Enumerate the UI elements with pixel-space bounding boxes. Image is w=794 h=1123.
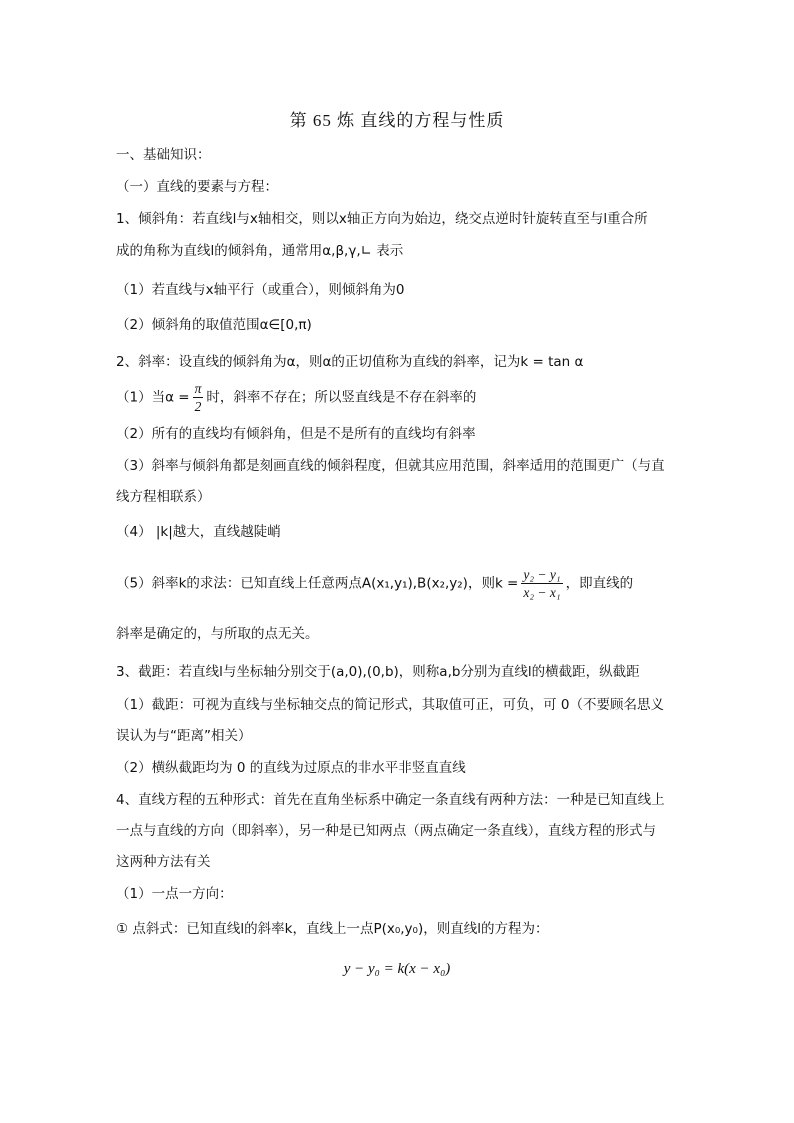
fraction-numerator: y₂ − y₁ [523,567,561,582]
paragraph-line: 这两种方法有关 [116,854,211,870]
paragraph-line: 2、斜率：设直线的倾斜角为α，则α的正切值称为直线的斜率，记为k = tan α [116,354,584,370]
text-segment: ，即直线的 [565,575,634,592]
list-item: （2）倾斜角的取值范围α∈[0,π) [116,317,312,333]
list-item: （4） |k|越大，直线越陡峭 [116,524,281,540]
list-item-continuation: 线方程相联系） [116,489,211,505]
list-item-continuation: 斜率是确定的，与所取的点无关。 [116,626,319,642]
list-item: （2）横纵截距均为 0 的直线为过原点的非水平非竖直直线 [116,760,466,776]
list-item: （1）截距：可视为直线与坐标轴交点的简记形式，其取值可正，可负，可 0（不要顾名思义 [116,697,664,713]
paragraph-line: 一点与直线的方向（即斜率），另一种是已知两点（两点确定一条直线），直线方程的形式与 [116,823,656,839]
paragraph-line: 3、截距：若直线l与坐标轴分别交于(a,0),(0,b)，则称a,b分别为直线l的横截距，纵截距 [116,664,640,680]
fraction-denominator: 2 [194,399,202,414]
paragraph-line: 1、倾斜角：若直线l与x轴相交，则以x轴正方向为始边，绕交点逆时针旋转直至与l重合所 [116,211,648,227]
paragraph-line: 成的角称为直线l的倾斜角，通常用α,β,γ,∟ 表示 [116,243,404,259]
list-item-continuation: 误认为与“距离”相关） [116,728,252,744]
page-title: 第 65 炼 直线的方程与性质 [289,111,505,130]
list-item: ① 点斜式：已知直线l的斜率k，直线上一点P(x₀,y₀)，则直线l的方程为： [116,921,549,937]
fraction [193,380,204,415]
text-segment: （1）当α = [116,389,190,406]
fraction-denominator: x₂ − x₁ [523,585,561,600]
display-formula: y − y₀ = k(x − x₀) [343,961,451,977]
list-item: （3）斜率与倾斜角都是刻画直线的倾斜程度，但就其应用范围，斜率适用的范围更广（与直 [116,458,665,474]
fraction [521,566,562,601]
fraction-numerator: π [194,381,202,396]
list-item: （1）一点一方向： [116,886,233,902]
list-item [116,380,686,415]
list-item: （1）若直线与x轴平行（或重合），则倾斜角为0 [116,282,405,298]
subsection-heading: （一）直线的要素与方程： [116,179,278,195]
list-item [116,566,686,601]
section-heading: 一、基础知识： [116,147,211,163]
text-segment: 时，斜率不存在；所以竖直线是不存在斜率的 [206,389,477,406]
paragraph-line: 4、直线方程的五种形式：首先在直角坐标系中确定一条直线有两种方法：一种是已知直线上 [116,792,665,808]
text-segment: （5）斜率k的求法：已知直线上任意两点A(x₁,y₁),B(x₂,y₂)，则k = [116,575,519,592]
list-item: （2）所有的直线均有倾斜角，但是不是所有的直线均有斜率 [116,426,476,442]
